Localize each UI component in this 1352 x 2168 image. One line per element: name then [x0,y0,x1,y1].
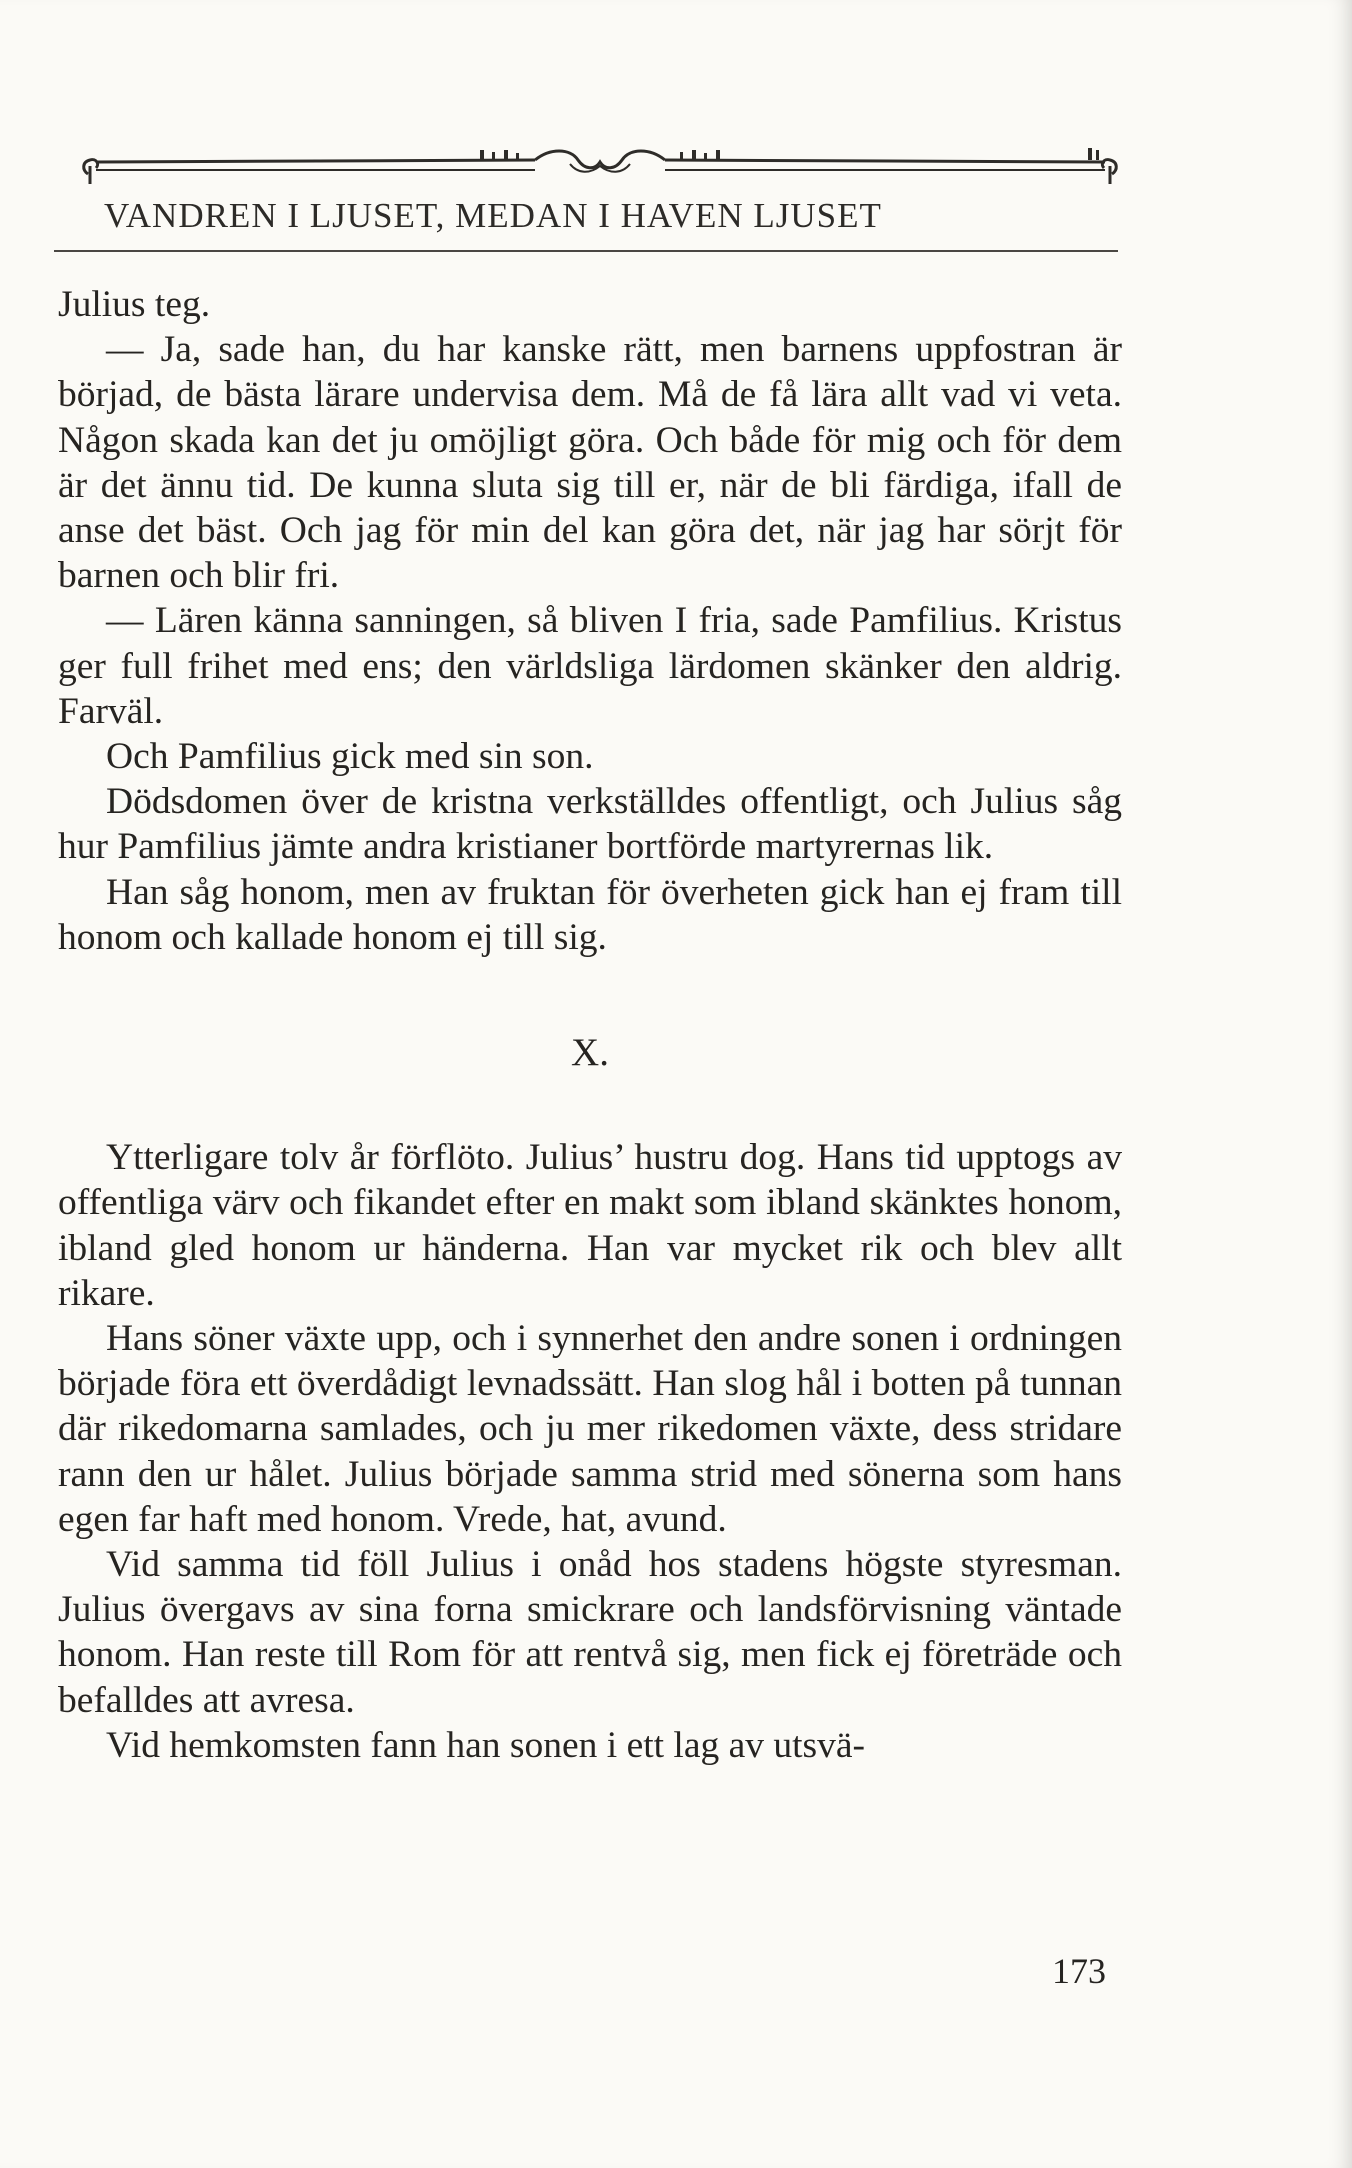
body-text [58,282,1122,1768]
paragraph: — Lären känna sanningen, så bliven I fria, sade Pamfilius. Kristus ger full frihet med ens; den världsliga lärdomen skänker den aldrig. Farväl. [58,600,1122,732]
running-head: VANDREN I LJUSET, MEDAN I HAVEN LJUSET [104,196,882,235]
header-ornament-icon [80,140,1120,200]
paragraph: Och Pamfilius gick med sin son. [106,736,594,778]
chapter-heading: X. [571,1031,609,1075]
paragraph: Vid samma tid föll Julius i onåd hos stadens högste styresman. Julius övergavs av sina forna smickrare och landsförvisning väntade honom. Han reste till Rom för att rentvå sig, men fick ej företräde och befalldes att avresa. [58,1544,1122,1721]
paragraph: Ytterligare tolv år förflöto. Julius’ hustru dog. Hans tid upptogs av offentliga värv och fikandet efter en makt som ibland skänktes honom, ibland gled honom ur händerna. Han var mycket rik och blev allt rikare. [58,1137,1122,1314]
paragraph: Vid hemkomsten fann han sonen i ett lag av utsvä- [106,1724,866,1766]
paragraph: Dödsdomen över de kristna verkställdes offentligt, och Julius såg hur Pamfilius jämte andra kristianer bortförde martyrernas lik. [58,781,1122,868]
paragraph: — Ja, sade han, du har kanske rätt, men barnens uppfostran är börjad, de bästa lärare undervisa dem. Må de få lära allt vad vi veta. Någon skada kan det ju omöjligt göra. Och både för mig och för dem är det ännu tid. De kunna sluta sig till er, när de bli färdiga, ifall de anse det bäst. Och jag för min del kan göra det, när jag har sörjt för barnen och blir fri. [58,329,1122,597]
paragraph: Han såg honom, men av fruktan för överheten gick han ej fram till honom och kallade honom ej till sig. [58,871,1122,958]
paragraph: Hans söner växte upp, och i synnerhet den andre sonen i ordningen började föra ett överdådigt levnadssätt. Han slog hål i botten på tunnan där rikedomarna samlades, och ju mer rikedomen växte, dess stridare rann den ur hålet. Julius började samma strid med sönerna som hans egen far haft med honom. Vrede, hat, avund. [58,1318,1122,1540]
paragraph: Julius teg. [58,284,211,325]
page-number: 173 [1052,1951,1106,1991]
header-rule [54,250,1118,252]
